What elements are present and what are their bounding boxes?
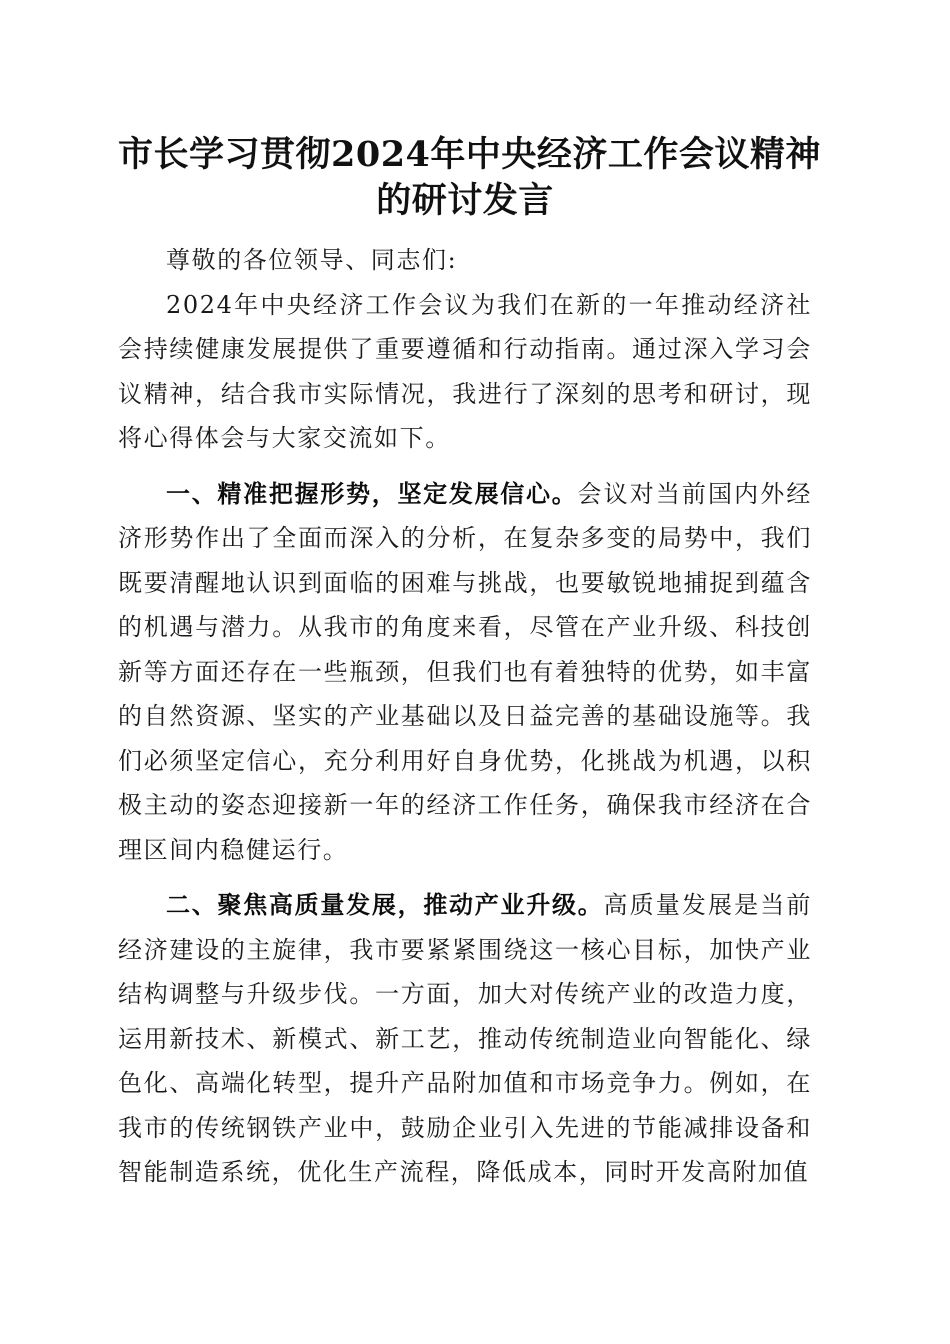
section-1-heading: 一、精准把握形势，坚定发展信心。 <box>166 479 578 508</box>
section-2-paragraph <box>118 883 812 1195</box>
intro-paragraph: 2024年中央经济工作会议为我们在新的一年推动经济社会持续健康发展提供了重要遵循和行动指南。通过深入学习会议精神，结合我市实际情况，我进行了深刻的思考和研讨，现将心得体会与大家交流如下。 <box>118 290 812 452</box>
document-body <box>118 238 812 1195</box>
section-1-paragraph <box>118 472 812 873</box>
title-line-2: 的研讨发言 <box>376 180 554 221</box>
section-2-text: 高质量发展是当前经济建设的主旋律，我市要紧紧围绕这一核心目标，加快产业结构调整与升级步伐。一方面，加大对传统产业的改造力度，运用新技术、新模式、新工艺，推动传统制造业向智能化、绿色化、高端化转型，提升产品附加值和市场竞争力。例如，在我市的传统钢铁产业中，鼓励企业引入先进的节能减排设备和智能制造系统，优化生产流程，降低成本，同时开发高附加值 <box>118 891 812 1186</box>
salutation: 尊敬的各位领导、同志们: <box>166 246 458 274</box>
document-page <box>118 132 821 1195</box>
title-line-1: 市长学习贯彻2024年中央经济工作会议精神 <box>118 134 821 175</box>
section-1-text: 会议对当前国内外经济形势作出了全面而深入的分析，在复杂多变的局势中，我们既要清醒地认识到面临的困难与挑战，也要敏锐地捕捉到蕴含的机遇与潜力。从我市的角度来看，尽管在产业升级、科技创新等方面还存在一些瓶颈，但我们也有着独特的优势，如丰富的自然资源、坚实的产业基础以及日益完善的基础设施等。我们必须坚定信心，充分利用好自身优势，化挑战为机遇，以积极主动的姿态迎接新一年的经济工作任务，确保我市经济在合理区间内稳健运行。 <box>118 479 812 864</box>
document-title <box>118 132 821 224</box>
section-2-heading: 二、聚焦高质量发展，推动产业升级。 <box>166 891 604 919</box>
